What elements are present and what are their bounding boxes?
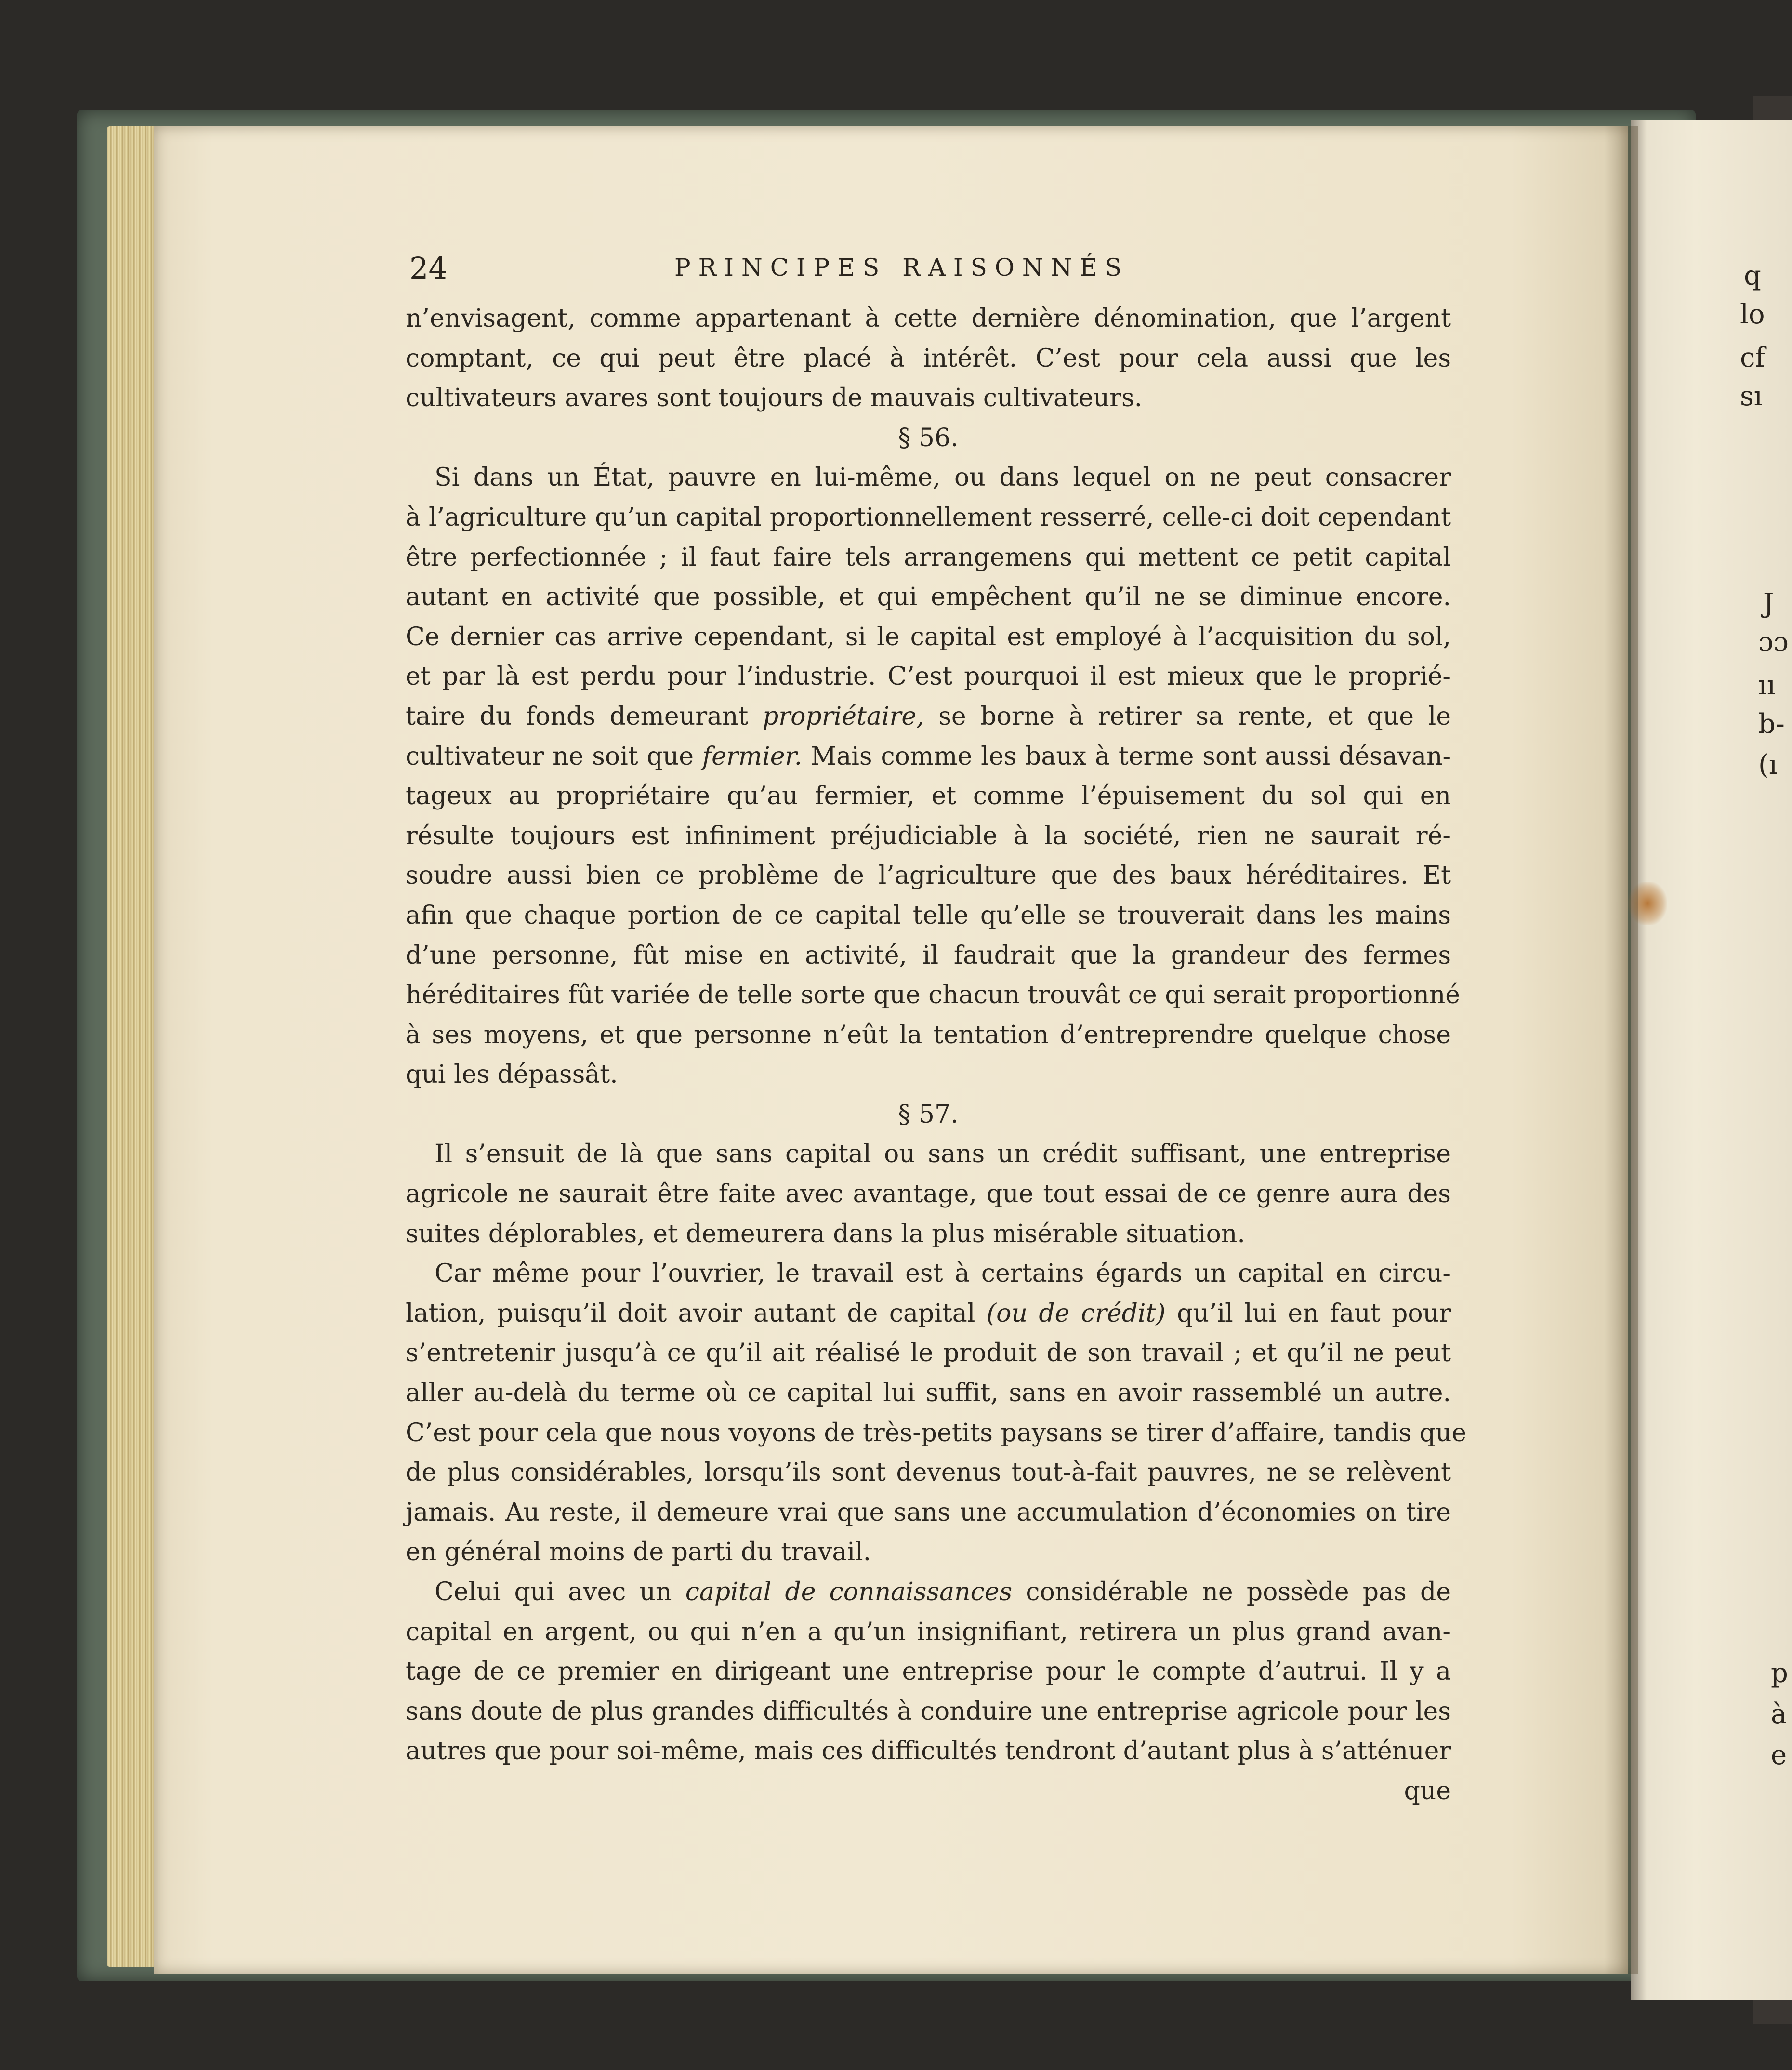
text-line: résulte toujours est infiniment préjudiciable à la société, rien ne saurait ré- <box>406 821 1451 850</box>
body-text <box>406 299 1467 1811</box>
text-line: s’entretenir jusqu’à ce qu’il ait réalisé le produit de son travail ; et qu’il ne peut <box>406 1339 1451 1368</box>
text-line: autres que pour soi-même, mais ces difficultés tendront d’autant plus à s’atténuer <box>406 1737 1451 1766</box>
text-line: jamais. Au reste, il demeure vrai que sans une accumulation d’économies on tire <box>406 1498 1451 1527</box>
text-line: C’est pour cela que nous voyons de très-petits paysans se tirer d’affaire, tandis que <box>406 1418 1467 1447</box>
page-number: 24 <box>409 251 448 286</box>
facing-page-glyph: p <box>1771 1658 1788 1689</box>
text-segment: lation, puisqu’il doit avoir autant de capital <box>406 1299 975 1328</box>
text-line <box>406 1294 1451 1334</box>
facing-page-glyph: b- <box>1758 708 1785 740</box>
text-line: Ce dernier cas arrive cependant, si le capital est employé à l’acquisition du sol, <box>406 622 1451 651</box>
text-line <box>406 737 1451 777</box>
italic-term: (ou de crédit) <box>986 1299 1166 1328</box>
text-segment: se borne à retirer sa rente, et que le <box>938 702 1451 731</box>
text-line: qui les dépassât. <box>406 1060 618 1089</box>
facing-page-glyph: ıı <box>1758 670 1776 701</box>
facing-page-glyph: e <box>1771 1739 1787 1771</box>
text-line: à l’agriculture qu’un capital proportionnellement resserré, celle-ci doit cependant <box>406 503 1451 532</box>
facing-page-glyph: sı <box>1740 381 1763 412</box>
text-line: suites déplorables, et demeurera dans la plus misérable situation. <box>406 1219 1245 1248</box>
text-line: être perfectionnée ; il faut faire tels arrangemens qui mettent ce petit capital <box>406 543 1451 572</box>
text-line: agricole ne saurait être faite avec avantage, que tout essai de ce genre aura des <box>406 1180 1451 1209</box>
text-line: à ses moyens, et que personne n’eût la tentation d’entreprendre quelque chose <box>406 1020 1451 1049</box>
text-line: Car même pour l’ouvrier, le travail est à certains égards un capital en circu- <box>435 1259 1451 1288</box>
text-line: soudre aussi bien ce problème de l’agriculture que des baux héréditaires. Et <box>406 861 1451 890</box>
facing-page-glyph: q <box>1744 260 1761 292</box>
text-line: comptant, ce qui peut être placé à intérêt. C’est pour cela aussi que les <box>406 344 1451 373</box>
facing-page-glyph: cf <box>1740 342 1766 373</box>
text-line: afin que chaque portion de ce capital telle qu’elle se trouverait dans les mains <box>406 901 1451 930</box>
text-line: autant en activité que possible, et qui empêchent qu’il ne se diminue encore. <box>406 583 1451 612</box>
text-line: en général moins de parti du travail. <box>406 1538 871 1567</box>
text-line <box>406 1572 1451 1612</box>
text-line: tage de ce premier en dirigeant une entreprise pour le compte d’autrui. Il y a <box>406 1657 1451 1686</box>
running-title: PRINCIPES RAISONNÉS <box>674 253 1130 281</box>
facing-page-glyph: (ı <box>1758 749 1778 781</box>
text-line: d’une personne, fût mise en activité, il faudrait que la grandeur des fermes <box>406 941 1451 970</box>
text-line: tageux au propriétaire qu’au fermier, et comme l’épuisement du sol qui en <box>406 782 1451 811</box>
text-line: héréditaires fût variée de telle sorte que chacun trouvât ce qui serait proportionné <box>406 981 1461 1010</box>
catchword: que <box>1404 1776 1451 1805</box>
facing-page-glyph: J <box>1763 588 1774 619</box>
text-line: aller au-delà du terme où ce capital lui suffit, sans en avoir rassemblé un autre. <box>406 1379 1451 1408</box>
facing-page-glyph: à <box>1771 1698 1787 1730</box>
text-segment: Mais comme les baux à terme sont aussi désavan- <box>811 742 1451 771</box>
text-line: capital en argent, ou qui n’en a qu’un insignifiant, retirera un plus grand avan- <box>406 1617 1451 1646</box>
text-segment: taire du fonds demeurant <box>406 702 749 731</box>
text-segment: cultivateur ne soit que <box>406 742 694 771</box>
italic-term: fermier. <box>702 742 803 771</box>
section-heading: § 56. <box>898 423 959 452</box>
facing-page <box>1631 120 1792 2000</box>
facing-page-glyph: ɔɔ <box>1758 626 1789 658</box>
text-line <box>406 697 1451 737</box>
text-line: n’envisagent, comme appartenant à cette dernière dénomination, que l’argent <box>406 304 1451 333</box>
text-segment: Celui qui avec un <box>435 1578 672 1606</box>
text-line: de plus considérables, lorsqu’ils sont devenus tout-à-fait pauvres, ne se relèvent <box>406 1458 1451 1487</box>
text-line: sans doute de plus grandes difficultés à conduire une entreprise agricole pour les <box>406 1697 1451 1726</box>
spine-shadow <box>1604 126 1638 1974</box>
italic-term: propriétaire, <box>763 702 924 731</box>
text-segment: considérable ne possède pas de <box>1026 1578 1451 1606</box>
text-line: et par là est perdu pour l’industrie. C’est pourquoi il est mieux que le proprié- <box>406 662 1451 691</box>
facing-page-glyph: lo <box>1740 299 1765 330</box>
text-line: cultivateurs avares sont toujours de mauvais cultivateurs. <box>406 384 1143 413</box>
italic-term: capital de connaissances <box>685 1578 1013 1606</box>
text-line: Il s’ensuit de là que sans capital ou sans un crédit suffisant, une entreprise <box>435 1140 1451 1169</box>
page-header <box>409 251 1445 289</box>
text-segment: qu’il lui en faut pour <box>1177 1299 1451 1328</box>
section-heading: § 57. <box>898 1100 959 1129</box>
text-line: Si dans un État, pauvre en lui-même, ou dans lequel on ne peut consacrer <box>435 463 1451 492</box>
